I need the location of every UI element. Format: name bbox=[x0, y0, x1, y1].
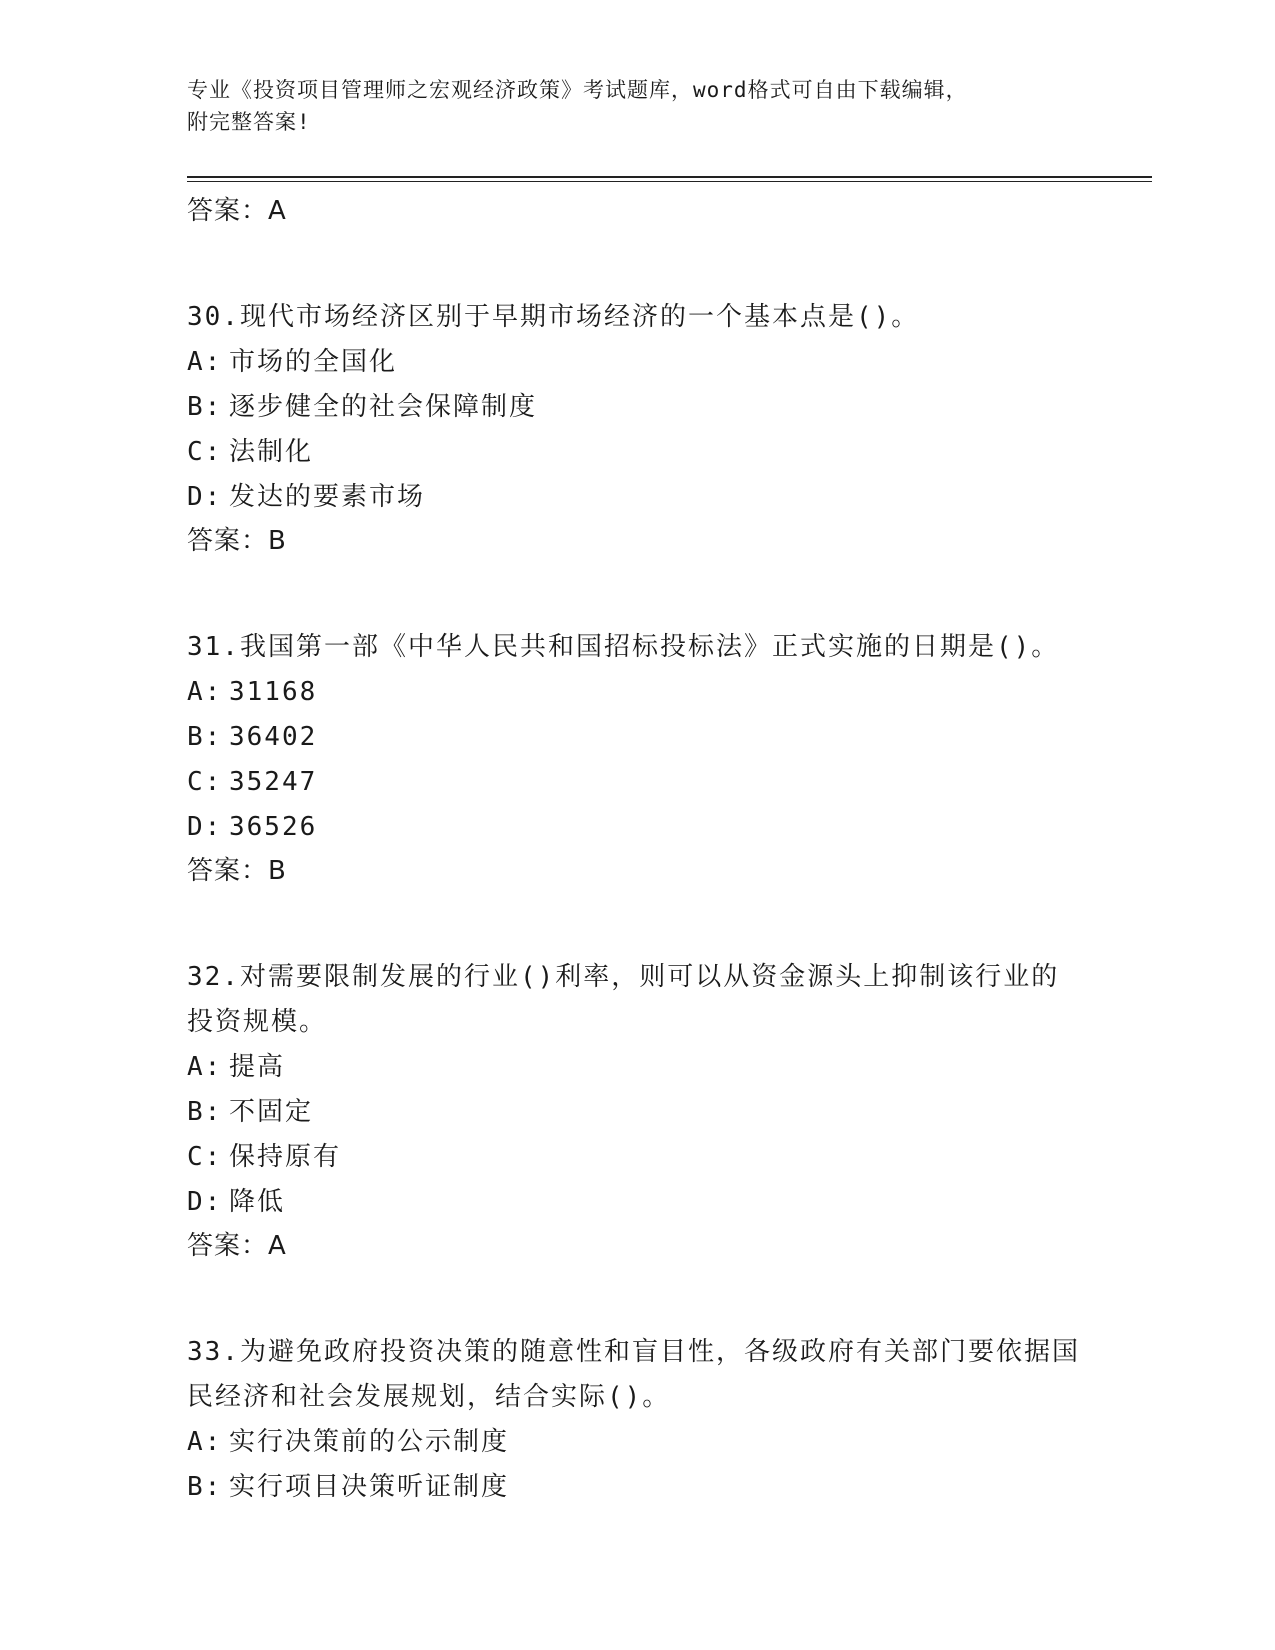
question-gap bbox=[187, 565, 1087, 625]
option-key: C: bbox=[187, 437, 223, 467]
question-text: 32.对需要限制发展的行业()利率，则可以从资金源头上抑制该行业的投资规模。 bbox=[187, 962, 1060, 1037]
document-header bbox=[187, 74, 1067, 138]
option-text: 法制化 bbox=[229, 437, 314, 467]
option-text: 不固定 bbox=[229, 1097, 314, 1127]
answer-label: 答案：B bbox=[187, 526, 287, 556]
option-key: A: bbox=[187, 347, 223, 377]
question-gap bbox=[187, 235, 1087, 295]
option-item bbox=[187, 715, 1087, 760]
option-item bbox=[187, 385, 1087, 430]
question-text: 31.我国第一部《中华人民共和国招标投标法》正式实施的日期是()。 bbox=[187, 632, 1060, 662]
option-key: B: bbox=[187, 392, 223, 422]
option-key: A: bbox=[187, 677, 223, 707]
answer-label: 答案：B bbox=[187, 856, 287, 886]
question-block bbox=[187, 295, 1087, 565]
header-divider-thick bbox=[187, 176, 1152, 178]
option-key: D: bbox=[187, 482, 223, 512]
option-key: C: bbox=[187, 1142, 223, 1172]
option-text: 发达的要素市场 bbox=[229, 482, 426, 512]
option-item bbox=[187, 1045, 1087, 1090]
option-item bbox=[187, 760, 1087, 805]
option-key: B: bbox=[187, 1097, 223, 1127]
answer-label: 答案：A bbox=[187, 1231, 287, 1261]
option-key: A: bbox=[187, 1052, 223, 1082]
option-text: 实行决策前的公示制度 bbox=[229, 1427, 510, 1457]
header-divider-thin bbox=[187, 181, 1152, 182]
option-key: C: bbox=[187, 767, 223, 797]
option-text: 31168 bbox=[229, 677, 318, 707]
option-item bbox=[187, 475, 1087, 520]
option-text: 实行项目决策听证制度 bbox=[229, 1472, 510, 1502]
option-text: 保持原有 bbox=[229, 1142, 342, 1172]
option-item bbox=[187, 340, 1087, 385]
option-key: B: bbox=[187, 1472, 223, 1502]
option-text: 36402 bbox=[229, 722, 318, 752]
option-item bbox=[187, 670, 1087, 715]
question-block bbox=[187, 625, 1087, 895]
option-text: 降低 bbox=[229, 1187, 286, 1217]
option-item bbox=[187, 430, 1087, 475]
option-item bbox=[187, 1180, 1087, 1225]
questions-container bbox=[187, 235, 1087, 1510]
header-line-2: 附完整答案! bbox=[187, 110, 311, 134]
option-item bbox=[187, 1420, 1087, 1465]
question-text: 33.为避免政府投资决策的随意性和盲目性，各级政府有关部门要依据国民经济和社会发展规划，结合实际()。 bbox=[187, 1337, 1080, 1412]
option-item bbox=[187, 805, 1087, 850]
option-text: 36526 bbox=[229, 812, 318, 842]
header-line-1: 专业《投资项目管理师之宏观经济政策》考试题库，word格式可自由下载编辑， bbox=[187, 78, 968, 102]
question-gap bbox=[187, 895, 1087, 955]
question-list bbox=[187, 190, 1087, 1510]
option-key: D: bbox=[187, 1187, 223, 1217]
option-item bbox=[187, 1465, 1087, 1510]
option-key: A: bbox=[187, 1427, 223, 1457]
question-text: 30.现代市场经济区别于早期市场经济的一个基本点是()。 bbox=[187, 302, 920, 332]
option-item bbox=[187, 1090, 1087, 1135]
option-text: 35247 bbox=[229, 767, 318, 797]
option-item bbox=[187, 1135, 1087, 1180]
option-text: 市场的全国化 bbox=[229, 347, 398, 377]
option-key: B: bbox=[187, 722, 223, 752]
question-gap bbox=[187, 1270, 1087, 1330]
question-block bbox=[187, 1330, 1087, 1510]
option-text: 提高 bbox=[229, 1052, 286, 1082]
option-text: 逐步健全的社会保障制度 bbox=[229, 392, 538, 422]
option-key: D: bbox=[187, 812, 223, 842]
question-block bbox=[187, 955, 1087, 1270]
answer-label: 答案：A bbox=[187, 196, 287, 226]
